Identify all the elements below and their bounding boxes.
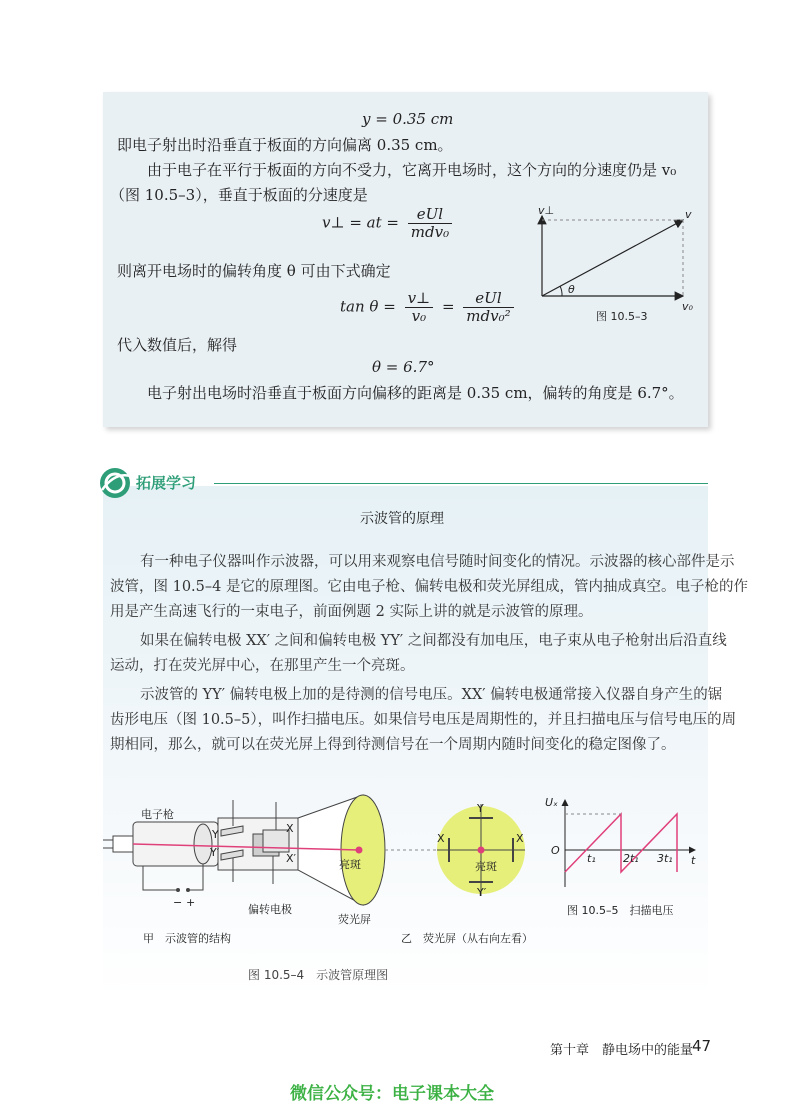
tick-label-2t1: 2t₁ — [623, 852, 639, 865]
equation-lhs: v⊥ = at = — [322, 213, 399, 232]
label-t: t — [691, 854, 696, 867]
label-vperp: v⊥ — [538, 204, 555, 217]
text-line: 代入数值后，解得 — [117, 336, 238, 354]
label-y: Y — [212, 828, 219, 841]
figure-10-5-3 — [528, 200, 698, 330]
v-arrow — [542, 220, 683, 296]
paragraph-line: 运动，打在荧光屏中心，在那里产生一个亮斑。 — [110, 658, 415, 674]
equation-y: y = 0.35 cm — [362, 110, 454, 128]
subfigure-caption-b: 乙 荧光屏（从右向左看） — [401, 932, 533, 945]
fraction-numerator: v⊥ — [405, 290, 434, 308]
label-bright-spot-front: 亮斑 — [475, 860, 497, 873]
paragraph-line: 齿形电压（图 10.5–5），叫作扫描电压。如果信号电压是周期性的，并且扫描电压与信号电压的周 — [110, 712, 737, 728]
chapter-title: 第十章 静电场中的能量 — [550, 1043, 694, 1058]
fraction-denominator: mdv₀ — [410, 223, 450, 241]
label-xp: X′ — [286, 852, 297, 865]
bright-spot-front — [478, 847, 485, 854]
equation-vperp — [322, 206, 456, 241]
watermark-text: 微信公众号：电子课本大全 — [290, 1084, 494, 1104]
equation-tan — [340, 290, 518, 325]
paragraph-line: 波管，图 10.5–4 是它的原理图。它由电子枪、偏转电极和荧光屏组成，管内抽成真空。电子枪的作 — [110, 579, 748, 595]
label-yp: Y′ — [210, 846, 220, 859]
text-line: （图 10.5–3），垂直于板面的分速度是 — [110, 186, 368, 204]
text-line: 电子射出电场时沿垂直于板面方向偏移的距离是 0.35 cm，偏转的角度是 6.7°。 — [147, 384, 684, 402]
label-screen: 荧光屏 — [338, 913, 371, 926]
figure-10-5-5 — [545, 792, 705, 922]
label-ux: Uₓ — [545, 796, 558, 809]
header-rule — [214, 483, 708, 484]
fraction — [408, 206, 452, 241]
fraction-denominator: v₀ — [411, 307, 427, 325]
label-origin: O — [551, 844, 560, 857]
equation-lhs: tan θ = — [340, 297, 396, 316]
fraction — [405, 290, 434, 325]
label-plus: + — [186, 896, 196, 909]
bright-spot — [356, 847, 363, 854]
paragraph-line: 示波管的 YY′ 偏转电极上加的是待测的信号电压。XX′ 偏转电极通常接入仪器自身产生的锯 — [140, 687, 723, 703]
page-number: 47 — [692, 1037, 712, 1055]
paragraph-line: 有一种电子仪器叫作示波器，可以用来观察电信号随时间变化的情况。示波器的核心部件是示 — [140, 554, 735, 570]
figure-caption-10-5-4: 图 10.5–4 示波管原理图 — [248, 968, 389, 982]
label-yp-front: Y′ — [477, 886, 487, 899]
paragraph-line: 期相同，那么，就可以在荧光屏上得到待测信号在一个周期内随时间变化的稳定图像了。 — [110, 737, 676, 753]
label-x-front: X — [437, 832, 445, 845]
fraction-numerator: eUl — [408, 206, 452, 224]
text-line: 则离开电场时的偏转角度 θ 可由下式确定 — [117, 262, 391, 280]
label-v: v — [685, 208, 692, 221]
fraction-denominator: mdv₀² — [466, 307, 511, 325]
wire — [188, 864, 203, 890]
paragraph-line: 如果在偏转电极 XX′ 之间和偏转电极 YY′ 之间都没有加电压，电子束从电子枪射出后沿直线 — [140, 633, 727, 649]
extension-header: 拓展学习 — [136, 474, 197, 492]
label-theta: θ — [568, 283, 575, 296]
label-minus: − — [173, 896, 183, 909]
extension-logo-icon — [98, 466, 132, 500]
equation-theta: θ = 6.7° — [372, 358, 435, 376]
subfigure-caption-a: 甲 示波管的结构 — [143, 932, 231, 945]
label-xp-front: X — [516, 832, 524, 845]
figure-caption: 图 10.5–3 — [596, 310, 648, 323]
equals-sign: = — [441, 297, 455, 316]
fraction-numerator: eUl — [463, 290, 513, 308]
gun-cathode — [113, 836, 133, 852]
tick-label-t1: t₁ — [587, 852, 596, 865]
label-v0: v₀ — [682, 300, 693, 313]
label-deflection-electrodes: 偏转电极 — [248, 903, 292, 916]
text-line: 即电子射出时沿垂直于板面的方向偏离 0.35 cm。 — [117, 136, 453, 154]
angle-arc — [560, 286, 562, 296]
label-electron-gun: 电子枪 — [141, 808, 174, 821]
text-line: 由于电子在平行于板面的方向不受力，它离开电场时，这个方向的分速度仍是 v₀ — [147, 161, 677, 179]
paragraph-line: 用是产生高速飞行的一束电子，前面例题 2 实际上讲的就是示波管的原理。 — [110, 604, 593, 620]
figure-caption: 图 10.5–5 扫描电压 — [567, 904, 674, 917]
wire — [143, 866, 178, 890]
label-bright-spot: 亮斑 — [339, 858, 361, 871]
tick-label-3t1: 3t₁ — [657, 852, 673, 865]
label-x: X — [286, 822, 294, 835]
fraction — [463, 290, 513, 325]
section-title: 示波管的原理 — [360, 511, 444, 527]
label-y-front: Y — [477, 802, 484, 815]
figure-10-5-4-tube — [103, 790, 543, 960]
